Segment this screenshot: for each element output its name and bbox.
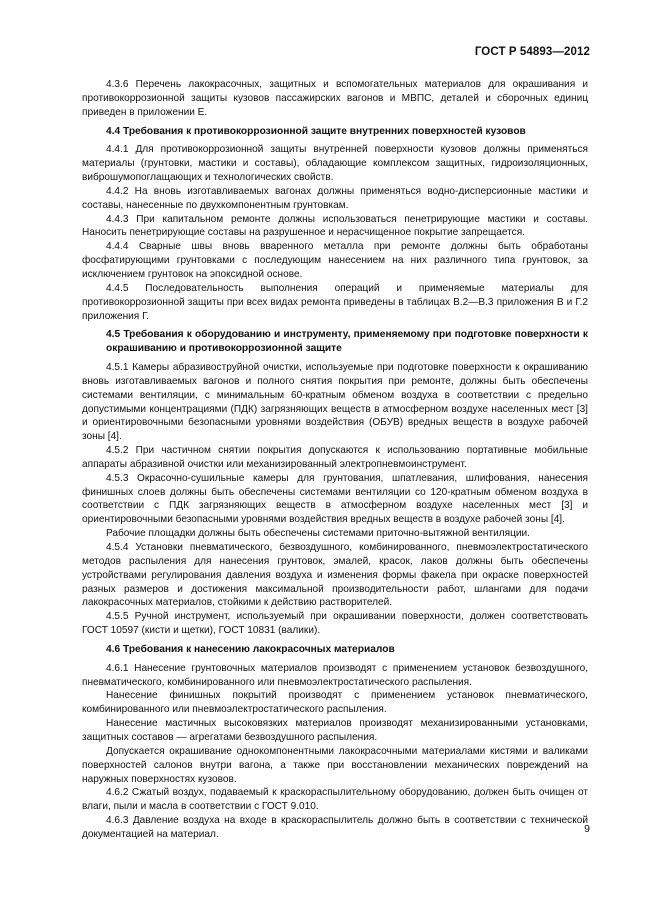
paragraph: 4.3.6 Перечень лакокрасочных, защитных и вспомогательных материалов для окрашивания и противокоррозионной защиты кузовов пассажирских вагонов и МВПС, деталей и сборочных единиц приведен в приложении Е. — [82, 79, 588, 118]
paragraph: 4.5.1 Камеры абразивоструйной очистки, используемые при подготовке поверхности к окрашиванию вновь изготавливаемых вагонов и полного снятия покрытия при ремонте, должны быть обеспечены системами вентиляции, с минимальным 60-кратным обменом воздуха в соответствии с предельно допустимыми концентрациями (ПДК) загрязняющих веществ в атмосферном воздухе населенных мест [3] и ориентировочными безопасными уровнями воздействия (ОБУВ) вредных веществ в воздухе рабочей зоны [4]. — [82, 362, 588, 443]
document-body — [82, 78, 588, 842]
paragraph: 4.4.2 На вновь изготавливаемых вагонах должны применяться водно-дисперсионные мастики и составы, нанесенные по двухкомпонентным грунтовкам. — [82, 185, 588, 211]
section-heading: 4.4 Требования к противокоррозионной защите внутренних поверхностей кузовов — [106, 125, 526, 137]
paragraph: Допускается окрашивание однокомпонентными лакокрасочными материалами кистями и валиками поверхностей салонов внутри вагона, а также при восстановлении механических повреждений на наружных поверхностях кузовов. — [82, 745, 588, 785]
paragraph: Нанесение мастичных высоковязких материалов производят механизированными установками, защитных составов — агрегатами безвоздушного распыления. — [82, 718, 588, 743]
paragraph: 4.5.5 Ручной инструмент, используемый при окрашивании поверхности, должен соответствовать ГОСТ 10597 (кисти и щетки), ГОСТ 10831 (валики). — [82, 611, 588, 637]
paragraph: 4.5.4 Установки пневматического, безвоздушного, комбинированного, пневмоэлектростатического методов распыления для нанесения грунтовок, эмалей, красок, лаков должны быть обеспечены устройствами регулирования давления воздуха и изменения формы факела при окраске поверхностей разных размеров и достижения максимальной производительности работ, шлангами для подачи лакокрасочных материалов, стойкими к действию растворителей. — [82, 542, 588, 609]
paragraph: 4.4.5 Последовательность выполнения операций и применяемые материалы для противокоррозионной защиты при всех видах ремонта приведены в таблицах В.2—В.3 приложения В и Г.2 приложения Г. — [82, 282, 588, 322]
paragraph: 4.4.3 При капитальном ремонте должны использоваться пенетрирующие мастики и составы. Наносить пенетрирующие составы на разрушенное и нерасчищенное покрытие запрещается. — [82, 213, 588, 239]
paragraph: Рабочие площадки должны быть обеспечены системами приточно-вытяжной вентиляции. — [106, 528, 530, 540]
paragraph: 4.6.3 Давление воздуха на входе в краскораспылитель должно быть в соответствии с технической документацией на материал. — [82, 815, 588, 840]
section-heading: 4.5 Требования к оборудованию и инструменту, применяемому при подготовке поверхности к окрашиванию и противокоррозионной защите — [106, 329, 588, 355]
paragraph: 4.6.2 Сжатый воздух, подаваемый к краскораспылительному оборудованию, должен быть очищен от влаги, пыли и масла в соответствии с ГОСТ 9.010. — [82, 787, 588, 813]
section-heading: 4.6 Требования к нанесению лакокрасочных материалов — [106, 643, 395, 655]
paragraph: Нанесение финишных покрытий производят с применением установок пневматического, комбинированного или пневмоэлектростатического распыления. — [82, 690, 588, 716]
paragraph: 4.6.1 Нанесение грунтовочных материалов производят с применением установок безвоздушного, пневматического, комбинированного или пневмоэлектростатического распыления. — [82, 662, 588, 688]
document-header: ГОСТ Р 54893—2012 — [474, 46, 590, 58]
page-number: 9 — [584, 823, 590, 835]
paragraph: 4.4.4 Сварные швы вновь вваренного металла при ремонте должны быть обработаны фосфатирующими грунтовками с последующим нанесением на них различного типа грунтовок, за исключением грунтовок на эпоксидной основе. — [82, 241, 588, 280]
paragraph: 4.5.2 При частичном снятии покрытия допускаются к использованию портативные мобильные аппараты абразивной очистки или механизированный электропневмоинструмент. — [82, 445, 588, 470]
paragraph: 4.5.3 Окрасочно-сушильные камеры для грунтования, шпатлевания, шлифования, нанесения финишных слоев должны быть обеспечены системами вентиляции со 120-кратным обменом воздуха в соответствии с ПДК загрязняющих веществ в атмосферном воздухе населенных мест [3] и ориентировочными безопасными уровнями воздействия вредных веществ в воздухе рабочей зоны [4]. — [82, 472, 588, 526]
paragraph: 4.4.1 Для противокоррозионной защиты внутренней поверхности кузовов должны применяться материалы (грунтовки, мастики и составы), обладающие комплексом защитных, гидроизоляционных, виброшумопоглащающих и технологических свойств. — [82, 144, 588, 184]
